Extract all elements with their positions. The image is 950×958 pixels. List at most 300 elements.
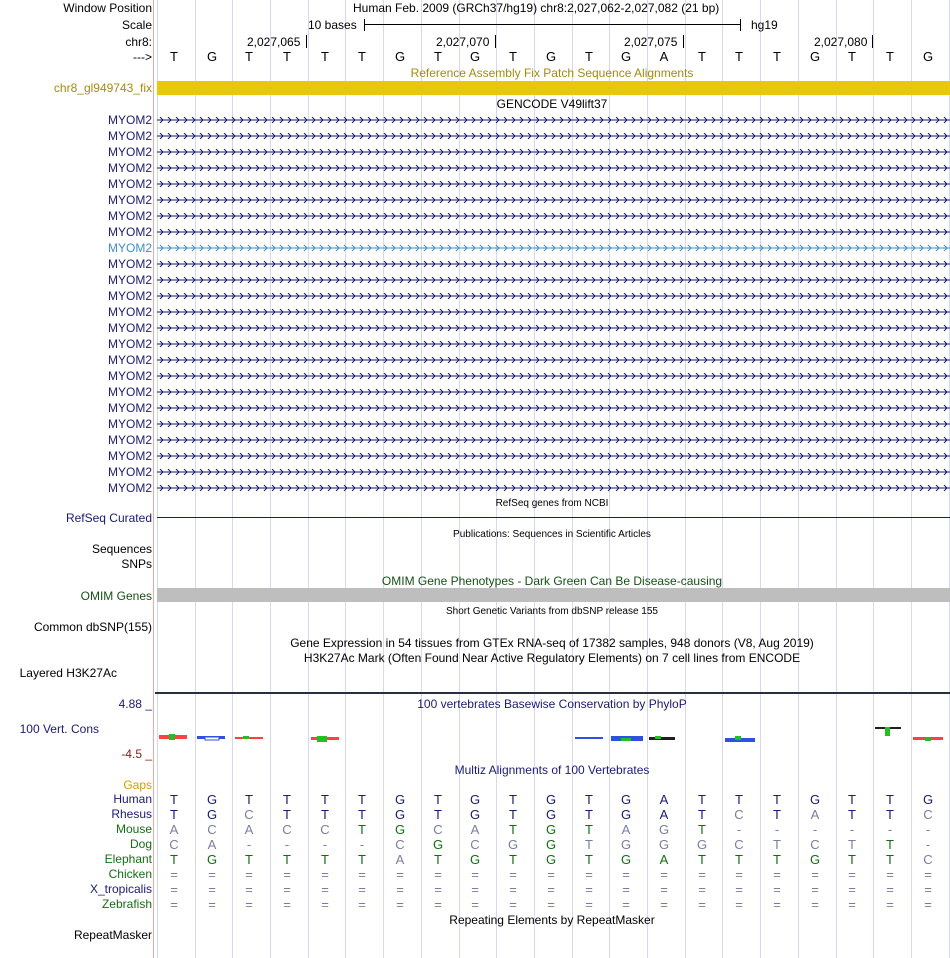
aligned-base: T xyxy=(283,792,291,807)
aligned-base: A xyxy=(621,822,631,837)
aligned-base: C xyxy=(810,837,820,852)
aligned-base: T xyxy=(886,792,894,807)
refseq-line[interactable] xyxy=(157,517,950,518)
aligned-base: T xyxy=(848,792,856,807)
aligned-base: T xyxy=(773,792,781,807)
ruler-tick-label: 2,027,080 xyxy=(814,35,868,49)
gridline xyxy=(836,0,837,958)
aligned-base: A xyxy=(659,852,669,867)
reference-base: G xyxy=(206,49,218,64)
aligned-base: = xyxy=(585,867,593,882)
gene-transcript[interactable] xyxy=(155,402,950,414)
aligned-base: = xyxy=(245,867,253,882)
gene-transcript[interactable] xyxy=(155,258,950,270)
species-label[interactable]: Mouse xyxy=(115,822,152,836)
gene-label-myom2[interactable]: MYOM2 xyxy=(107,289,152,303)
gridline xyxy=(157,0,158,958)
gene-transcript[interactable] xyxy=(155,226,950,238)
aligned-base: T xyxy=(170,792,178,807)
aligned-base: = xyxy=(735,867,743,882)
gene-transcript[interactable] xyxy=(155,338,950,350)
ruler-tick-label: 2,027,065 xyxy=(247,35,301,49)
aligned-base: - xyxy=(284,837,290,852)
aligned-base: G xyxy=(545,807,557,822)
gene-label-myom2[interactable]: MYOM2 xyxy=(107,481,152,495)
refseq-label[interactable]: RefSeq Curated xyxy=(65,511,152,525)
aligned-base: = xyxy=(735,897,743,912)
gridline xyxy=(534,0,535,958)
aligned-base: T xyxy=(358,852,366,867)
gene-label-myom2[interactable]: MYOM2 xyxy=(107,273,152,287)
aligned-base: T xyxy=(585,837,593,852)
phylop-graph[interactable] xyxy=(155,720,950,750)
gridline xyxy=(572,0,573,958)
gridline xyxy=(760,0,761,958)
aligned-base: G xyxy=(809,792,821,807)
gridline xyxy=(270,0,271,958)
species-label[interactable]: Chicken xyxy=(108,867,152,881)
gene-transcript[interactable] xyxy=(155,274,950,286)
ruler-tick-label: 2,027,070 xyxy=(436,35,490,49)
species-label[interactable]: X_tropicalis xyxy=(89,882,152,896)
aligned-base: G xyxy=(620,852,632,867)
aligned-base: G xyxy=(206,792,218,807)
gene-transcript[interactable] xyxy=(155,370,950,382)
aligned-base: - xyxy=(774,822,780,837)
gene-transcript[interactable] xyxy=(155,418,950,430)
gene-label-myom2[interactable]: MYOM2 xyxy=(107,401,152,415)
refseq-title: RefSeq genes from NCBI xyxy=(495,498,609,509)
aligned-base: = xyxy=(208,897,216,912)
aligned-base: = xyxy=(283,897,291,912)
aligned-base: = xyxy=(321,882,329,897)
aligned-base: T xyxy=(170,852,178,867)
reference-base: G xyxy=(809,49,821,64)
phylop-title: 100 vertebrates Basewise Conservation by PhyloP xyxy=(417,697,687,711)
aligned-base: = xyxy=(585,882,593,897)
gene-transcript[interactable] xyxy=(155,242,950,254)
aligned-base: T xyxy=(698,807,706,822)
aligned-base: G xyxy=(658,822,670,837)
omim-title: OMIM Gene Phenotypes - Dark Green Can Be Disease-causing xyxy=(381,574,723,588)
repeatmasker-title: Repeating Elements by RepeatMasker xyxy=(449,913,655,927)
aligned-base: = xyxy=(886,882,894,897)
gene-label-myom2[interactable]: MYOM2 xyxy=(107,305,152,319)
aligned-base: T xyxy=(170,807,178,822)
aligned-base: = xyxy=(622,882,630,897)
aligned-base: = xyxy=(660,867,668,882)
species-label[interactable]: Elephant xyxy=(104,852,152,866)
aligned-base: = xyxy=(358,897,366,912)
gene-label-myom2[interactable]: MYOM2 xyxy=(107,177,152,191)
aligned-base: = xyxy=(471,897,479,912)
aligned-base: T xyxy=(358,807,366,822)
fix-patch-bar[interactable] xyxy=(157,81,950,95)
aligned-base: C xyxy=(207,822,217,837)
aligned-base: = xyxy=(547,897,555,912)
aligned-base: T xyxy=(698,852,706,867)
gene-transcript[interactable] xyxy=(155,482,950,494)
gridline xyxy=(496,0,497,958)
aligned-base: T xyxy=(434,807,442,822)
assembly-text: hg19 xyxy=(751,18,778,32)
aligned-base: T xyxy=(509,807,517,822)
gene-label-myom2[interactable]: MYOM2 xyxy=(107,241,152,255)
gene-label-myom2[interactable]: MYOM2 xyxy=(107,385,152,399)
gene-transcript[interactable] xyxy=(155,210,950,222)
aligned-base: G xyxy=(507,837,519,852)
aligned-base: = xyxy=(283,882,291,897)
gridline xyxy=(722,0,723,958)
aligned-base: T xyxy=(434,852,442,867)
gene-label-myom2[interactable]: MYOM2 xyxy=(107,337,152,351)
aligned-base: = xyxy=(773,867,781,882)
gene-transcript[interactable] xyxy=(155,306,950,318)
aligned-base: = xyxy=(698,897,706,912)
aligned-base: C xyxy=(734,807,744,822)
gene-transcript[interactable] xyxy=(155,130,950,142)
aligned-base: G xyxy=(469,852,481,867)
position-text: Human Feb. 2009 (GRCh37/hg19) chr8:2,027,062-2,027,082 (21 bp) xyxy=(353,1,720,15)
aligned-base: = xyxy=(660,897,668,912)
aligned-base: = xyxy=(434,867,442,882)
gene-label-myom2[interactable]: MYOM2 xyxy=(107,161,152,175)
gene-transcript[interactable] xyxy=(155,322,950,334)
aligned-base: A xyxy=(169,822,179,837)
aligned-base: = xyxy=(735,882,743,897)
aligned-base: = xyxy=(396,867,404,882)
aligned-base: G xyxy=(809,852,821,867)
gene-label-myom2[interactable]: MYOM2 xyxy=(107,369,152,383)
aligned-base: C xyxy=(734,837,744,852)
aligned-base: G xyxy=(696,837,708,852)
gridline xyxy=(685,0,686,958)
reference-base: G xyxy=(394,49,406,64)
aligned-base: - xyxy=(812,822,818,837)
aligned-base: G xyxy=(394,807,406,822)
aligned-base: = xyxy=(245,897,253,912)
aligned-base: = xyxy=(321,897,329,912)
phylop-min: -4.5 _ xyxy=(121,747,152,761)
multiz-title: Multiz Alignments of 100 Vertebrates xyxy=(454,763,650,777)
aligned-base: - xyxy=(887,822,893,837)
aligned-base: T xyxy=(358,822,366,837)
label-divider xyxy=(153,0,154,958)
gridline xyxy=(421,0,422,958)
reference-base: T xyxy=(358,49,366,64)
aligned-base: = xyxy=(886,897,894,912)
aligned-base: = xyxy=(773,897,781,912)
gene-label-myom2[interactable]: MYOM2 xyxy=(107,145,152,159)
aligned-base: = xyxy=(848,882,856,897)
aligned-base: G xyxy=(620,792,632,807)
aligned-base: = xyxy=(660,882,668,897)
reference-base: T xyxy=(434,49,442,64)
aligned-base: = xyxy=(924,897,932,912)
aligned-base: A xyxy=(659,807,669,822)
dbsnp-label[interactable]: Common dbSNP(155) xyxy=(33,620,152,634)
aligned-base: T xyxy=(434,792,442,807)
aligned-base: C xyxy=(320,822,330,837)
aligned-base: = xyxy=(170,867,178,882)
gene-label-myom2[interactable]: MYOM2 xyxy=(107,129,152,143)
reference-base: T xyxy=(848,49,856,64)
strand-label: ---> xyxy=(133,50,152,64)
gridline xyxy=(345,0,346,958)
track-data-area[interactable] xyxy=(155,0,950,958)
aligned-base: - xyxy=(359,837,365,852)
aligned-base: T xyxy=(585,852,593,867)
h3k27ac-title: H3K27Ac Mark (Often Found Near Active Regulatory Elements) on 7 cell lines from ENCODE xyxy=(303,651,801,665)
aligned-base: = xyxy=(434,882,442,897)
reference-base: T xyxy=(773,49,781,64)
fix-patch-label[interactable]: chr8_gl949743_fix xyxy=(53,81,152,95)
gene-transcript[interactable] xyxy=(155,450,950,462)
aligned-base: C xyxy=(433,822,443,837)
ruler-tick-label: 2,027,075 xyxy=(624,35,678,49)
gridline xyxy=(459,0,460,958)
gene-transcript[interactable] xyxy=(155,162,950,174)
aligned-base: = xyxy=(924,882,932,897)
aligned-base: = xyxy=(848,867,856,882)
aligned-base: C xyxy=(395,837,405,852)
aligned-base: T xyxy=(358,792,366,807)
reference-base: G xyxy=(620,49,632,64)
reference-base: T xyxy=(283,49,291,64)
aligned-base: T xyxy=(773,807,781,822)
reference-base: T xyxy=(886,49,894,64)
chrom-label: chr8: xyxy=(125,35,152,49)
gridline xyxy=(383,0,384,958)
track-labels xyxy=(0,0,153,958)
aligned-base: - xyxy=(246,837,252,852)
gene-transcript[interactable] xyxy=(155,354,950,366)
aligned-base: = xyxy=(283,867,291,882)
aligned-base: T xyxy=(321,792,329,807)
aligned-base: G xyxy=(545,852,557,867)
aligned-base: G xyxy=(922,792,934,807)
aligned-base: = xyxy=(547,882,555,897)
gene-label-myom2[interactable]: MYOM2 xyxy=(107,449,152,463)
aligned-base: G xyxy=(432,837,444,852)
species-label[interactable]: Dog xyxy=(129,837,152,851)
aligned-base: - xyxy=(925,822,931,837)
aligned-base: A xyxy=(207,837,217,852)
aligned-base: = xyxy=(811,897,819,912)
omim-bar[interactable] xyxy=(157,588,950,602)
aligned-base: - xyxy=(736,822,742,837)
gene-transcript[interactable] xyxy=(155,434,950,446)
publications-sequences-label[interactable]: Sequences xyxy=(91,542,152,556)
aligned-base: T xyxy=(283,852,291,867)
aligned-base: = xyxy=(170,897,178,912)
gridline xyxy=(609,0,610,958)
reference-base: G xyxy=(545,49,557,64)
aligned-base: T xyxy=(773,852,781,867)
aligned-base: G xyxy=(658,837,670,852)
reference-base: T xyxy=(170,49,178,64)
reference-base: T xyxy=(698,49,706,64)
gene-label-myom2[interactable]: MYOM2 xyxy=(107,193,152,207)
repeatmasker-label[interactable]: RepeatMasker xyxy=(73,928,152,942)
species-label[interactable]: Rhesus xyxy=(111,807,152,821)
aligned-base: = xyxy=(585,897,593,912)
aligned-base: C xyxy=(169,837,179,852)
reference-base: T xyxy=(735,49,743,64)
aligned-base: T xyxy=(585,822,593,837)
gene-transcript[interactable] xyxy=(155,146,950,158)
aligned-base: T xyxy=(886,852,894,867)
aligned-base: - xyxy=(925,837,931,852)
species-label[interactable]: Human xyxy=(113,792,152,806)
aligned-base: = xyxy=(396,897,404,912)
aligned-base: A xyxy=(810,807,820,822)
gridline xyxy=(911,0,912,958)
gene-label-myom2[interactable]: MYOM2 xyxy=(107,353,152,367)
gene-transcript[interactable] xyxy=(155,178,950,190)
aligned-base: A xyxy=(395,852,405,867)
reference-base: T xyxy=(321,49,329,64)
gene-label-myom2[interactable]: MYOM2 xyxy=(107,209,152,223)
aligned-base: = xyxy=(547,867,555,882)
aligned-base: = xyxy=(811,867,819,882)
aligned-base: = xyxy=(358,867,366,882)
aligned-base: = xyxy=(321,867,329,882)
aligned-base: T xyxy=(509,852,517,867)
aligned-base: = xyxy=(509,897,517,912)
gene-label-myom2[interactable]: MYOM2 xyxy=(107,433,152,447)
aligned-base: - xyxy=(849,822,855,837)
aligned-base: A xyxy=(470,822,480,837)
aligned-base: T xyxy=(735,852,743,867)
publications-snps-label[interactable]: SNPs xyxy=(121,557,152,571)
phylop-bars xyxy=(159,727,943,742)
aligned-base: G xyxy=(545,837,557,852)
aligned-base: T xyxy=(283,807,291,822)
aligned-base: C xyxy=(282,822,292,837)
aligned-base: T xyxy=(585,792,593,807)
aligned-base: T xyxy=(773,837,781,852)
gridline xyxy=(308,0,309,958)
species-label[interactable]: Zebrafish xyxy=(101,897,152,911)
aligned-base: = xyxy=(848,897,856,912)
aligned-base: C xyxy=(923,807,933,822)
aligned-base: T xyxy=(509,822,517,837)
aligned-base: G xyxy=(545,792,557,807)
aligned-base: = xyxy=(471,867,479,882)
aligned-base: A xyxy=(244,822,254,837)
aligned-base: G xyxy=(469,792,481,807)
gene-transcript[interactable] xyxy=(155,114,950,126)
aligned-base: = xyxy=(811,882,819,897)
reference-base: T xyxy=(585,49,593,64)
aligned-base: C xyxy=(470,837,480,852)
gridline xyxy=(232,0,233,958)
gene-transcript[interactable] xyxy=(155,466,950,478)
aligned-base: G xyxy=(394,792,406,807)
aligned-base: G xyxy=(469,807,481,822)
aligned-base: = xyxy=(622,867,630,882)
publications-title: Publications: Sequences in Scientific Articles xyxy=(453,529,651,540)
aligned-base: C xyxy=(923,852,933,867)
gene-transcript[interactable] xyxy=(155,194,950,206)
aligned-base: T xyxy=(886,837,894,852)
phylop-max: 4.88 _ xyxy=(118,697,152,711)
aligned-base: = xyxy=(358,882,366,897)
aligned-base: T xyxy=(735,792,743,807)
aligned-base: = xyxy=(208,867,216,882)
gene-label-myom2[interactable]: MYOM2 xyxy=(107,465,152,479)
aligned-base: T xyxy=(321,807,329,822)
aligned-base: T xyxy=(848,852,856,867)
gaps-label: Gaps xyxy=(123,778,152,792)
aligned-base: T xyxy=(848,837,856,852)
aligned-base: = xyxy=(924,867,932,882)
gene-label-myom2[interactable]: MYOM2 xyxy=(107,417,152,431)
gene-label-myom2[interactable]: MYOM2 xyxy=(107,321,152,335)
gencode-title: GENCODE V49lift37 xyxy=(496,97,608,111)
h3k27ac-signal xyxy=(155,692,950,694)
gridline xyxy=(798,0,799,958)
aligned-base: T xyxy=(245,792,253,807)
gene-label-myom2[interactable]: MYOM2 xyxy=(107,257,152,271)
gene-transcript[interactable] xyxy=(155,386,950,398)
aligned-base: - xyxy=(322,837,328,852)
reference-base: T xyxy=(245,49,253,64)
aligned-base: T xyxy=(585,807,593,822)
aligned-base: C xyxy=(244,807,254,822)
gtex-title: Gene Expression in 54 tissues from GTEx RNA-seq of 17382 samples, 948 donors (V8, Aug 2019) xyxy=(290,636,814,650)
reference-base: T xyxy=(509,49,517,64)
gridline xyxy=(647,0,648,958)
gridline xyxy=(873,0,874,958)
gene-transcript[interactable] xyxy=(155,290,950,302)
dbsnp-title: Short Genetic Variants from dbSNP release 155 xyxy=(446,606,658,617)
aligned-base: = xyxy=(471,882,479,897)
aligned-base: = xyxy=(698,867,706,882)
aligned-base: G xyxy=(620,807,632,822)
reference-base: G xyxy=(922,49,934,64)
omim-label[interactable]: OMIM Genes xyxy=(80,589,152,603)
aligned-base: T xyxy=(886,807,894,822)
aligned-base: G xyxy=(394,822,406,837)
gene-label-myom2[interactable]: MYOM2 xyxy=(107,225,152,239)
aligned-base: = xyxy=(509,867,517,882)
aligned-base: = xyxy=(886,867,894,882)
h3k27ac-label[interactable]: Layered H3K27Ac xyxy=(19,666,117,680)
scale-text: 10 bases xyxy=(308,18,357,32)
aligned-base: = xyxy=(208,882,216,897)
aligned-base: T xyxy=(698,822,706,837)
aligned-base: = xyxy=(170,882,178,897)
reference-base: G xyxy=(469,49,481,64)
aligned-base: T xyxy=(509,792,517,807)
aligned-base: G xyxy=(206,852,218,867)
aligned-base: A xyxy=(659,792,669,807)
aligned-base: = xyxy=(434,897,442,912)
aligned-base: T xyxy=(848,807,856,822)
phylop-label[interactable]: 100 Vert. Cons xyxy=(19,722,99,736)
aligned-base: = xyxy=(698,882,706,897)
aligned-base: = xyxy=(773,882,781,897)
gene-label-myom2[interactable]: MYOM2 xyxy=(107,113,152,127)
aligned-base: = xyxy=(622,897,630,912)
aligned-base: = xyxy=(509,882,517,897)
aligned-base: G xyxy=(545,822,557,837)
aligned-base: G xyxy=(206,807,218,822)
window-position-label: Window Position xyxy=(63,1,152,15)
aligned-base: T xyxy=(321,852,329,867)
